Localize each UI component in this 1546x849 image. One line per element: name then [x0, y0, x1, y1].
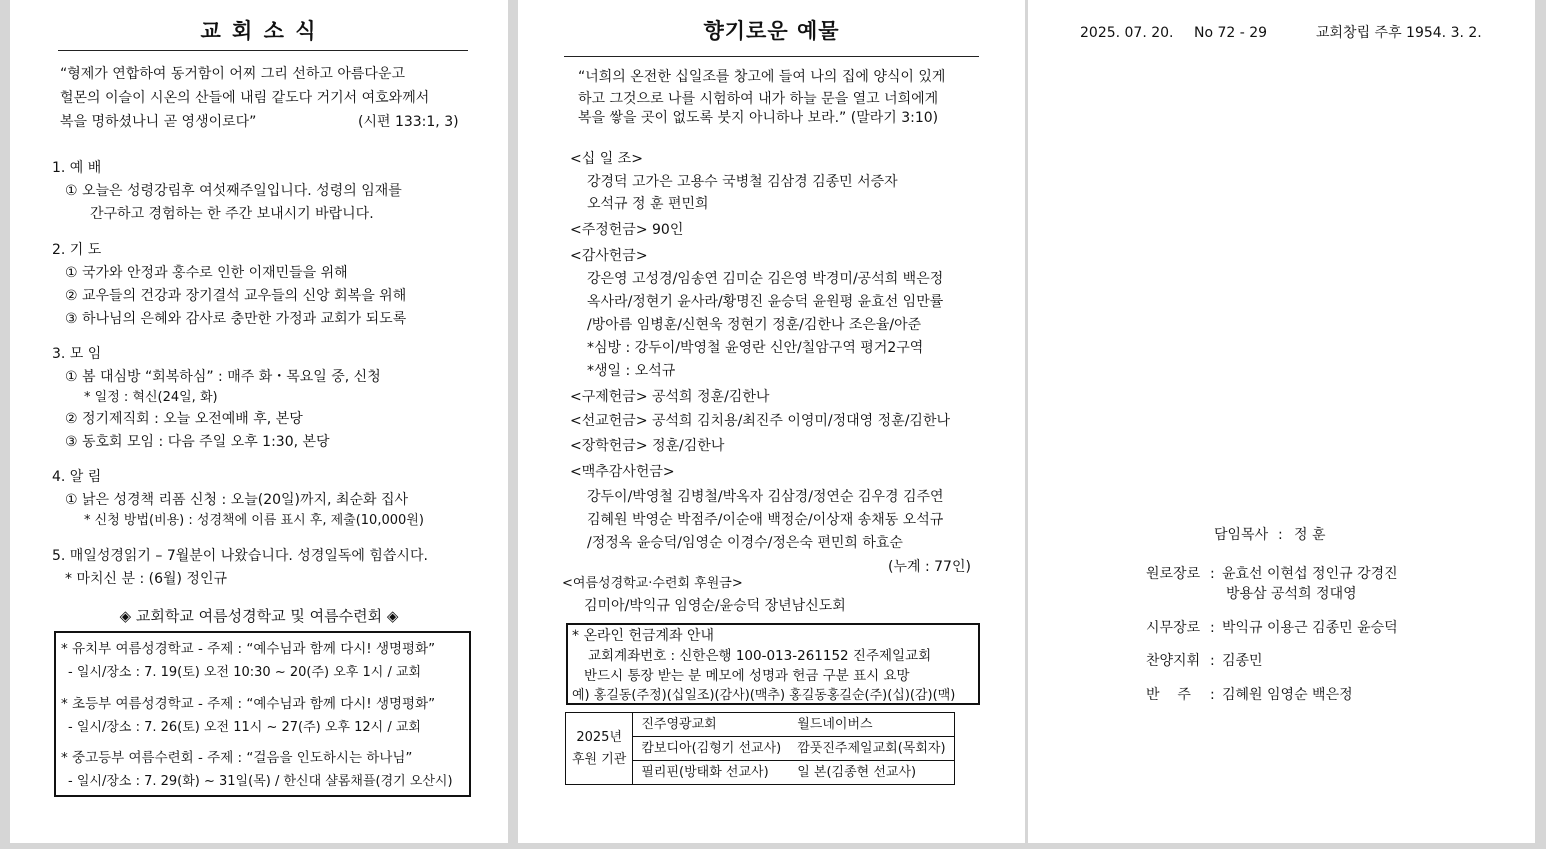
staff-role: 시무장로 — [1146, 620, 1201, 636]
bulletin-date: 2025. 07. 20. — [1080, 25, 1174, 41]
quote-line: “너희의 온전한 십일조를 창고에 들여 나의 집에 양식이 있게 — [578, 69, 946, 85]
camp-detail-line: - 일시/장소 : 7. 29(화) ~ 31일(목) / 한신대 샬롬채플(경기 오산시) — [68, 774, 453, 789]
section-heading: 4. 알 림 — [52, 469, 102, 485]
online-account-box — [566, 623, 980, 705]
online-line: 예) 홍길동(주정)(십일조)(감사)(맥추) 홍길동홍길순(주)(십)(감)(맥) — [572, 688, 956, 703]
staff-colon: : — [1210, 653, 1215, 669]
staff-colon: : — [1210, 687, 1215, 703]
offering-heading: <감사헌금> — [570, 248, 648, 264]
section-item: ② 정기제직회 : 오늘 오전예배 후, 본당 — [65, 411, 303, 427]
staff-names: 윤효선 이현섭 정인규 강경진 — [1222, 566, 1398, 582]
offering-names: 강두이/박영철 김병철/박옥자 김삼경/정연순 김우경 김주연 — [587, 489, 944, 505]
quote-line: 복을 명하셨나니 곧 영생이로다” — [60, 114, 257, 130]
offering-heading: <주정헌금> 90인 — [570, 222, 684, 238]
page-offerings — [518, 0, 1025, 843]
offering-names: 강은영 고성경/임송연 김미순 김은영 박경미/공석희 백은정 — [587, 271, 944, 287]
offering-heading: <맥추감사헌금> — [570, 464, 675, 480]
offering-heading: <선교헌금> 공석희 김치용/최진주 이영미/정대영 정훈/김한나 — [570, 413, 950, 429]
support-cell: 월드네이버스 — [789, 713, 954, 737]
support-label — [566, 713, 633, 785]
offering-names: 강경덕 고가은 고용수 국병철 김삼경 김종민 서증자 — [587, 174, 898, 190]
staff-names: 김종민 — [1222, 653, 1263, 669]
page-bulletin-info — [1028, 0, 1535, 843]
offering-names: *생일 : 오석규 — [587, 363, 676, 379]
quote-line: 하고 그것으로 나를 시험하여 내가 하늘 문을 열고 너희에게 — [578, 91, 939, 107]
offering-names: *심방 : 강두이/박영철 윤영란 신안/칠암구역 평거2구역 — [587, 340, 924, 356]
online-title: * 온라인 헌금계좌 안내 — [572, 628, 715, 644]
title-divider — [564, 56, 979, 57]
offering-heading: <장학헌금> 정훈/김한나 — [570, 438, 725, 454]
staff-role: 담임목사 — [1214, 527, 1269, 543]
page-title: 교 회 소 식 — [200, 19, 318, 43]
camp-title-line: * 초등부 여름성경학교 - 주제 : “예수님과 함께 다시! 생명평화” — [61, 696, 436, 712]
support-cell: 필리핀(방태화 선교사) — [633, 761, 789, 785]
online-line: 반드시 통장 받는 분 메모에 성명과 헌금 구분 표시 요망 — [584, 668, 910, 684]
staff-names: 박익규 이용근 김종민 윤승덕 — [1222, 620, 1398, 636]
support-cell: 일 본(김종현 선교사) — [789, 761, 954, 785]
section-item: * 신청 방법(비용) : 성경책에 이름 표시 후, 제출(10,000원) — [84, 513, 424, 528]
camp-title-line: * 중고등부 여름수련회 - 주제 : “걸음을 인도하시는 하나님” — [61, 750, 413, 766]
staff-colon: : — [1210, 620, 1215, 636]
online-line: 교회계좌번호 : 신한은행 100-013-261152 진주제일교회 — [588, 648, 932, 664]
camp-title-line: * 유치부 여름성경학교 - 주제 : “예수님과 함께 다시! 생명평화” — [61, 641, 436, 657]
offering-names: 오석규 정 훈 편민희 — [587, 196, 709, 212]
section-heading: 3. 모 임 — [52, 346, 102, 362]
section-item: ② 교우들의 건강과 장기결석 교우들의 신앙 회복을 위해 — [65, 288, 407, 304]
section-item: * 일정 : 혁신(24일, 화) — [84, 390, 218, 405]
section-heading: 5. 매일성경읽기 – 7월분이 나왔습니다. 성경일독에 힘씁시다. — [52, 548, 428, 564]
offering-heading: <십 일 조> — [570, 151, 643, 167]
camp-title: ◈ 교회학교 여름성경학교 및 여름수련회 ◈ — [119, 607, 399, 625]
page-title: 향기로운 예물 — [703, 19, 840, 43]
support-table — [565, 712, 955, 785]
staff-colon: : — [1210, 566, 1215, 582]
page-church-news — [10, 0, 508, 843]
quote-reference: (시편 133:1, 3) — [358, 114, 459, 130]
staff-role: 찬양지휘 — [1146, 653, 1201, 669]
section-item: * 마치신 분 : (6월) 정인규 — [65, 571, 227, 587]
camp-detail-line: - 일시/장소 : 7. 19(토) 오전 10:30 ~ 20(주) 오후 1시 / 교회 — [68, 665, 422, 680]
staff-role: 원로장로 — [1146, 566, 1201, 582]
section-heading: 1. 예 배 — [52, 160, 102, 176]
offering-names: /방아름 임병훈/신현욱 정현기 정훈/김한나 조은율/아준 — [587, 317, 922, 333]
staff-colon: : — [1278, 527, 1283, 543]
staff-names: 방용삼 공석희 정대영 — [1226, 586, 1357, 602]
staff-role: 반 주 — [1146, 687, 1191, 703]
section-item: ③ 하나님의 은혜와 감사로 충만한 가정과 교회가 되도록 — [65, 311, 407, 327]
total-count: (누계 : 77인) — [888, 559, 971, 575]
section-item: ① 오늘은 성령강림후 여섯째주일입니다. 성령의 임재를 — [65, 183, 402, 199]
camp-detail-line: - 일시/장소 : 7. 26(토) 오전 11시 ~ 27(주) 오후 12시 / 교회 — [68, 720, 421, 735]
section-item: ③ 동호회 모임 : 다음 주일 오후 1:30, 본당 — [65, 434, 330, 450]
staff-names: 정 훈 — [1294, 527, 1326, 543]
camp-box — [54, 631, 471, 797]
bulletin-number: No 72 - 29 — [1194, 25, 1268, 41]
support-label-text: 후원 기관 — [572, 751, 627, 767]
quote-line: “형제가 연합하여 동거함이 어찌 그리 선하고 아름다운고 — [60, 66, 406, 82]
section-item: ① 봄 대심방 “회복하심” : 매주 화・목요일 중, 신청 — [65, 369, 381, 385]
offering-names: 옥사라/정현기 윤사라/황명진 윤승덕 윤원평 윤효선 임만률 — [587, 294, 944, 310]
support-cell: 캄보디아(김형기 선교사) — [633, 737, 789, 761]
support-label-year: 2025년 — [576, 729, 623, 745]
section-item: ① 국가와 안정과 홍수로 인한 이재민들을 위해 — [65, 265, 348, 281]
quote-line: 헐몬의 이슬이 시온의 산들에 내림 같도다 거기서 여호와께서 — [60, 90, 430, 106]
section-item: ① 낡은 성경책 리폼 신청 : 오늘(20일)까지, 최순화 집사 — [65, 492, 409, 508]
offering-names: 김혜원 박영순 박점주/이순애 백정순/이상재 송채동 오석규 — [587, 512, 944, 528]
title-divider — [58, 50, 468, 51]
quote-line: 복을 쌓을 곳이 없도록 붓지 아니하나 보라.” (말라기 3:10) — [578, 110, 939, 126]
support-cell: 깜풋진주제일교회(목회자) — [789, 737, 954, 761]
church-founded: 교회창립 주후 1954. 3. 2. — [1316, 25, 1482, 41]
summer-support-title: <여름성경학교·수련회 후원금> — [562, 576, 743, 591]
summer-support-names: 김미아/박익규 임영순/윤승덕 장년남신도회 — [584, 598, 846, 614]
support-cell: 진주영광교회 — [633, 713, 789, 737]
offering-names: /정정옥 윤승덕/임영순 이경수/정은숙 편민희 하효순 — [587, 535, 903, 551]
staff-names: 김혜원 임영순 백은정 — [1222, 687, 1353, 703]
offering-heading: <구제헌금> 공석희 정훈/김한나 — [570, 389, 770, 405]
section-heading: 2. 기 도 — [52, 242, 102, 258]
section-item: 간구하고 경험하는 한 주간 보내시기 바랍니다. — [90, 206, 374, 222]
